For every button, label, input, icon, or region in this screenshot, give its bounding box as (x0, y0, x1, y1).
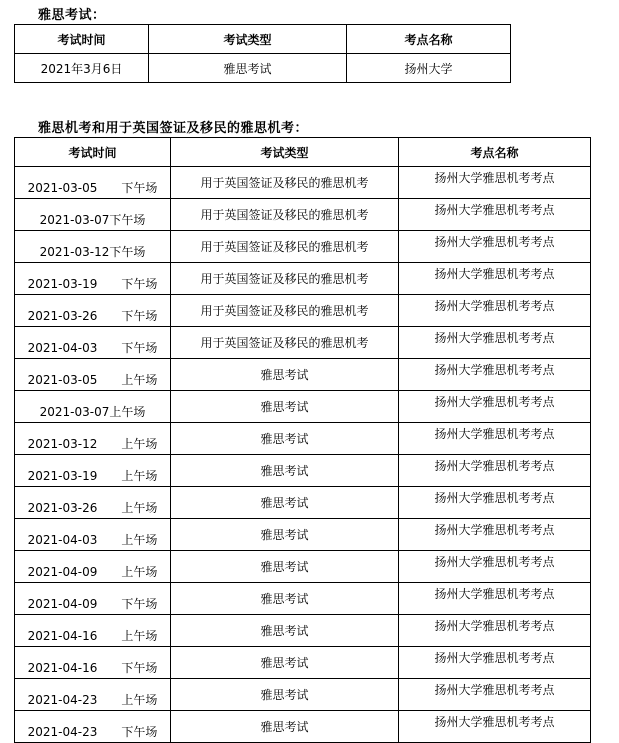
cell-exam-time: 2021-04-16 上午场 (15, 615, 171, 647)
cell-exam-time: 2021-03-26 上午场 (15, 487, 171, 519)
table-row (15, 359, 591, 391)
cell-exam-site: 扬州大学雅思机考考点 (399, 615, 591, 647)
table-row (15, 615, 591, 647)
cell-exam-type: 雅思考试 (171, 679, 399, 711)
table-row (15, 423, 591, 455)
header-exam-time: 考试时间 (15, 138, 171, 167)
cell-exam-type: 用于英国签证及移民的雅思机考 (171, 295, 399, 327)
table-row (15, 647, 591, 679)
cell-exam-time: 2021年3月6日 (15, 54, 149, 83)
cell-exam-site: 扬州大学雅思机考考点 (399, 167, 591, 199)
cell-exam-type: 雅思考试 (171, 647, 399, 679)
cell-exam-time: 2021-04-16 下午场 (15, 647, 171, 679)
cell-exam-site: 扬州大学雅思机考考点 (399, 679, 591, 711)
cell-exam-type: 雅思考试 (171, 455, 399, 487)
cell-exam-time: 2021-04-23 下午场 (15, 711, 171, 743)
cell-exam-time: 2021-04-23 上午场 (15, 679, 171, 711)
table-row (15, 231, 591, 263)
cell-exam-site: 扬州大学雅思机考考点 (399, 231, 591, 263)
table-row (15, 54, 511, 83)
header-exam-site: 考点名称 (347, 25, 511, 54)
cell-exam-time: 2021-03-12 上午场 (15, 423, 171, 455)
cell-exam-site: 扬州大学雅思机考考点 (399, 551, 591, 583)
cell-exam-type: 雅思考试 (171, 711, 399, 743)
cell-exam-type: 雅思考试 (171, 583, 399, 615)
cell-exam-time: 2021-03-05 上午场 (15, 359, 171, 391)
cell-exam-site: 扬州大学雅思机考考点 (399, 263, 591, 295)
table-row (15, 455, 591, 487)
cell-exam-time: 2021-04-09 上午场 (15, 551, 171, 583)
table-row (15, 199, 591, 231)
cell-exam-time: 2021-03-19 下午场 (15, 263, 171, 295)
cell-exam-time: 2021-04-03 上午场 (15, 519, 171, 551)
cell-exam-site: 扬州大学雅思机考考点 (399, 711, 591, 743)
table-row (15, 487, 591, 519)
cell-exam-time: 2021-03-05 下午场 (15, 167, 171, 199)
cell-exam-site: 扬州大学 (347, 54, 511, 83)
cell-exam-site: 扬州大学雅思机考考点 (399, 327, 591, 359)
table-row (15, 679, 591, 711)
table-row (15, 583, 591, 615)
table-row (15, 711, 591, 743)
cell-exam-type: 用于英国签证及移民的雅思机考 (171, 327, 399, 359)
table-row (15, 167, 591, 199)
cell-exam-type: 雅思考试 (149, 54, 347, 83)
cell-exam-type: 用于英国签证及移民的雅思机考 (171, 167, 399, 199)
ielts-exam-table (14, 24, 511, 83)
cell-exam-time: 2021-03-07上午场 (15, 391, 171, 423)
cell-exam-type: 雅思考试 (171, 391, 399, 423)
header-exam-time: 考试时间 (15, 25, 149, 54)
cell-exam-type: 雅思考试 (171, 551, 399, 583)
section2-title: 雅思机考和用于英国签证及移民的雅思机考： (38, 121, 309, 136)
cell-exam-type: 雅思考试 (171, 519, 399, 551)
cell-exam-site: 扬州大学雅思机考考点 (399, 647, 591, 679)
table-row (15, 551, 591, 583)
header-exam-type: 考试类型 (171, 138, 399, 167)
cell-exam-site: 扬州大学雅思机考考点 (399, 199, 591, 231)
table-row (15, 263, 591, 295)
cell-exam-type: 用于英国签证及移民的雅思机考 (171, 231, 399, 263)
cell-exam-time: 2021-03-19 上午场 (15, 455, 171, 487)
table-row (15, 327, 591, 359)
cell-exam-site: 扬州大学雅思机考考点 (399, 391, 591, 423)
cell-exam-time: 2021-03-26 下午场 (15, 295, 171, 327)
table-row (15, 295, 591, 327)
cell-exam-site: 扬州大学雅思机考考点 (399, 455, 591, 487)
header-exam-type: 考试类型 (149, 25, 347, 54)
cell-exam-time: 2021-03-12下午场 (15, 231, 171, 263)
cell-exam-site: 扬州大学雅思机考考点 (399, 583, 591, 615)
table-row (15, 519, 591, 551)
ielts-computer-exam-table (14, 137, 591, 743)
cell-exam-type: 用于英国签证及移民的雅思机考 (171, 263, 399, 295)
header-exam-site: 考点名称 (399, 138, 591, 167)
cell-exam-time: 2021-03-07下午场 (15, 199, 171, 231)
cell-exam-time: 2021-04-09 下午场 (15, 583, 171, 615)
cell-exam-site: 扬州大学雅思机考考点 (399, 519, 591, 551)
cell-exam-type: 雅思考试 (171, 487, 399, 519)
cell-exam-type: 雅思考试 (171, 615, 399, 647)
cell-exam-site: 扬州大学雅思机考考点 (399, 295, 591, 327)
cell-exam-time: 2021-04-03 下午场 (15, 327, 171, 359)
table-header-row (15, 25, 511, 54)
cell-exam-type: 雅思考试 (171, 359, 399, 391)
table-row (15, 391, 591, 423)
cell-exam-site: 扬州大学雅思机考考点 (399, 423, 591, 455)
cell-exam-site: 扬州大学雅思机考考点 (399, 487, 591, 519)
section1-title: 雅思考试： (38, 8, 106, 23)
cell-exam-site: 扬州大学雅思机考考点 (399, 359, 591, 391)
table-header-row (15, 138, 591, 167)
cell-exam-type: 雅思考试 (171, 423, 399, 455)
cell-exam-type: 用于英国签证及移民的雅思机考 (171, 199, 399, 231)
